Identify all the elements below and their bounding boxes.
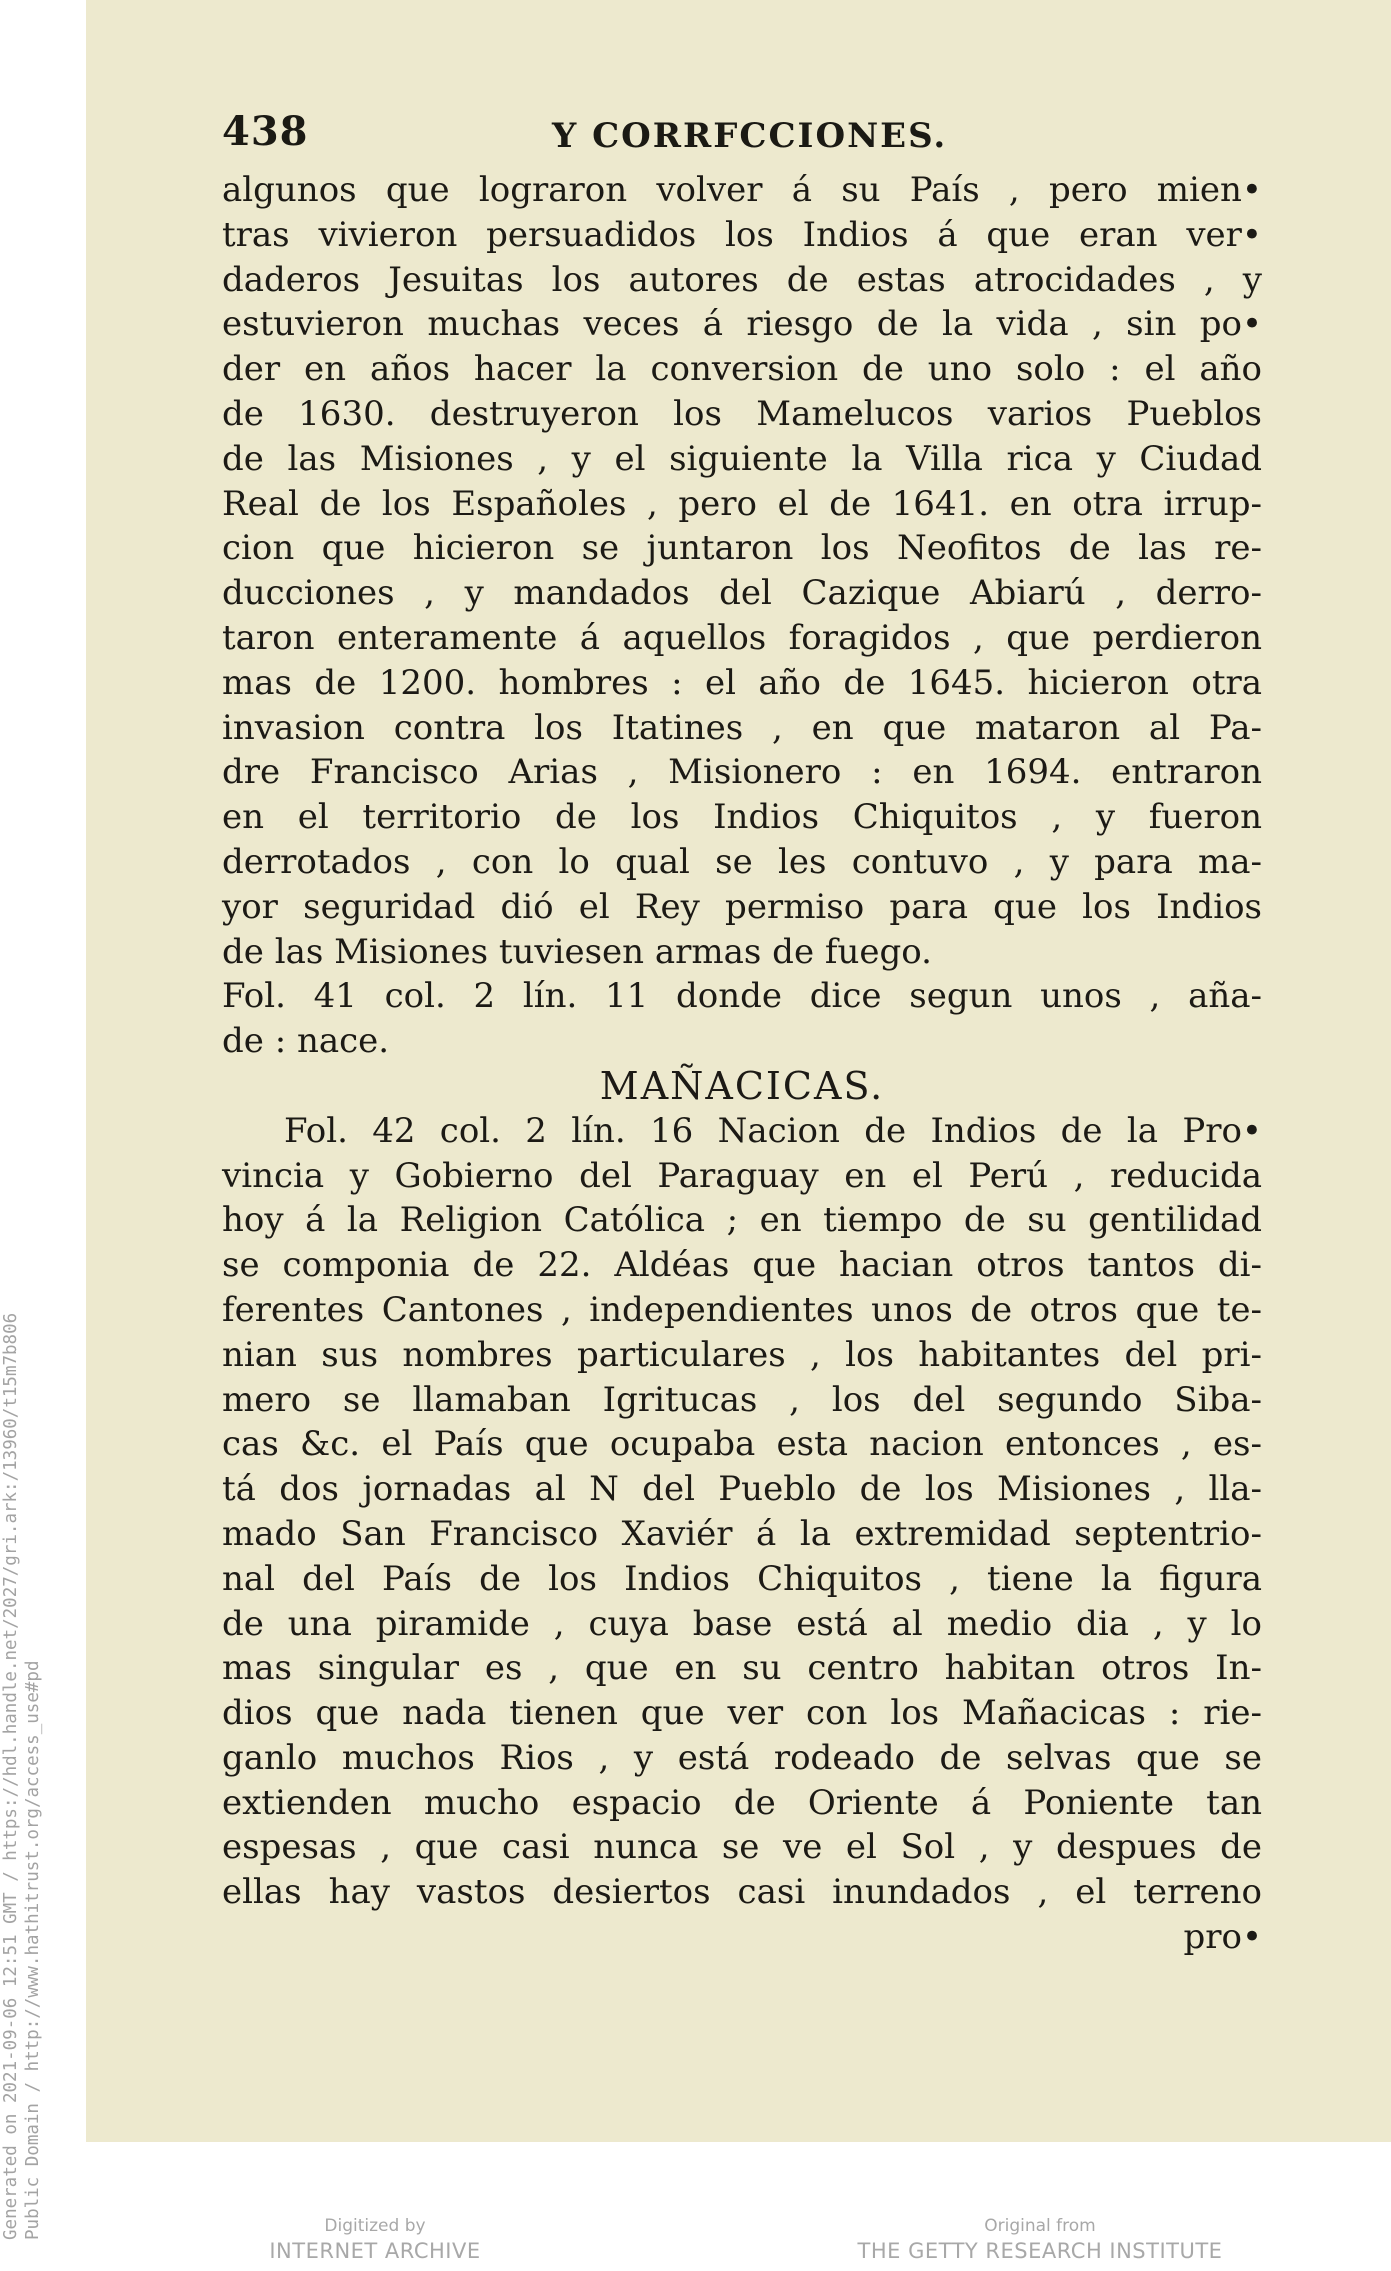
text-line: algunos que lograron volver á su País , pero mien• [222,170,1262,210]
section-heading: MAÑACICAS. [599,1063,885,1108]
generation-stamp [0,1313,44,2240]
text-line: de 1630. destruyeron los Mamelucos varios Pueblos [222,393,1262,434]
page-number: 438 [222,108,309,155]
text-line: de las Misiones tuviesen armas de fuego. [222,931,932,972]
text-line: Fol. 42 col. 2 lín. 16 Nacion de Indios de la Pro• [284,1110,1262,1151]
text-line: estuvieron muchas veces á riesgo de la vida , sin po• [222,304,1262,345]
text-line: de una piramide , cuya base está al medio dia , y lo [222,1603,1262,1644]
text-line: tras vivieron persuadidos los Indios á que eran ver• [222,214,1262,255]
text-line: ducciones , y mandados del Cazique Abiarú , derro- [222,573,1262,614]
body-text [222,168,1262,1960]
text-line: de las Misiones , y el siguiente la Villa rica y Ciudad [222,438,1262,479]
digitized-by-credit [230,2215,520,2265]
text-line: en el territorio de los Indios Chiquitos , y fueron [222,797,1262,838]
text-line: mas singular es , que en su centro habitan otros In- [222,1648,1262,1689]
page-header [222,108,1262,168]
source-institution: THE GETTY RESEARCH INSTITUTE [857,2239,1223,2263]
text-line: ferentes Cantones , independientes unos de otros que te- [222,1289,1262,1330]
running-head: Y CORRFCCIONES. [552,116,948,156]
text-line: mas de 1200. hombres : el año de 1645. hicieron otra [222,662,1262,703]
text-line: ganlo muchos Rios , y está rodeado de selvas que se [222,1737,1262,1778]
text-line: ellas hay vastos desiertos casi inundados , el terreno [222,1872,1262,1913]
text-line: cion que hicieron se juntaron los Neofitos de las re- [222,528,1262,569]
text-line: mado San Francisco Xaviér á la extremidad septentrio- [222,1513,1262,1554]
text-line: yor seguridad dió el Rey permiso para que los Indios [222,886,1262,927]
original-from-credit [840,2215,1240,2265]
text-line: derrotados , con lo qual se les contuvo , y para ma- [222,841,1262,882]
text-line: taron enteramente á aquellos foragidos , que perdieron [222,617,1262,658]
original-from-label: Original from [984,2216,1096,2236]
text-line: tá dos jornadas al N del Pueblo de los Misiones , lla- [222,1469,1262,1510]
text-line: nal del País de los Indios Chiquitos , tiene la figura [222,1558,1262,1599]
catchword: pro• [1183,1917,1262,1958]
text-line: cas &c. el País que ocupaba esta nacion entonces , es- [222,1424,1262,1465]
text-line: vincia y Gobierno del Paraguay en el Perú , reducida [222,1155,1262,1196]
text-line: extienden mucho espacio de Oriente á Poniente tan [222,1782,1262,1823]
text-line: daderos Jesuitas los autores de estas atrocidades , y [222,259,1262,300]
text-line: Real de los Españoles , pero el de 1641. en otra irrup- [222,483,1262,524]
text-line: der en años hacer la conversion de uno solo : el año [222,349,1262,390]
text-line: dre Francisco Arias , Misionero : en 1694. entraron [222,752,1262,793]
text-line: mero se llamaban Igritucas , los del segundo Siba- [222,1379,1262,1420]
text-line: de : nace. [222,1021,390,1062]
text-line: hoy á la Religion Católica ; en tiempo de su gentilidad [222,1200,1262,1241]
stamp-line-public-domain: Public Domain / http://www.hathitrust.org/access_use#pd [23,1660,43,2240]
digitized-by-label: Digitized by [324,2216,426,2236]
text-line: dios que nada tienen que ver con los Mañacicas : rie- [222,1693,1262,1734]
text-line: invasion contra los Itatines , en que mataron al Pa- [222,707,1262,748]
text-line: se componia de 22. Aldéas que hacian otros tantos di- [222,1245,1262,1286]
text-line: nian sus nombres particulares , los habitantes del pri- [222,1334,1262,1375]
digitizer-name: INTERNET ARCHIVE [269,2239,481,2263]
text-line: Fol. 41 col. 2 lín. 11 donde dice segun unos , aña- [222,976,1262,1017]
stamp-line-generated: Generated on 2021-09-06 12:51 GMT / https://hdl.handle.net/2027/gri.ark:/13960/t15m7b806 [1,1312,21,2240]
text-line: espesas , que casi nunca se ve el Sol , y despues de [222,1827,1262,1868]
